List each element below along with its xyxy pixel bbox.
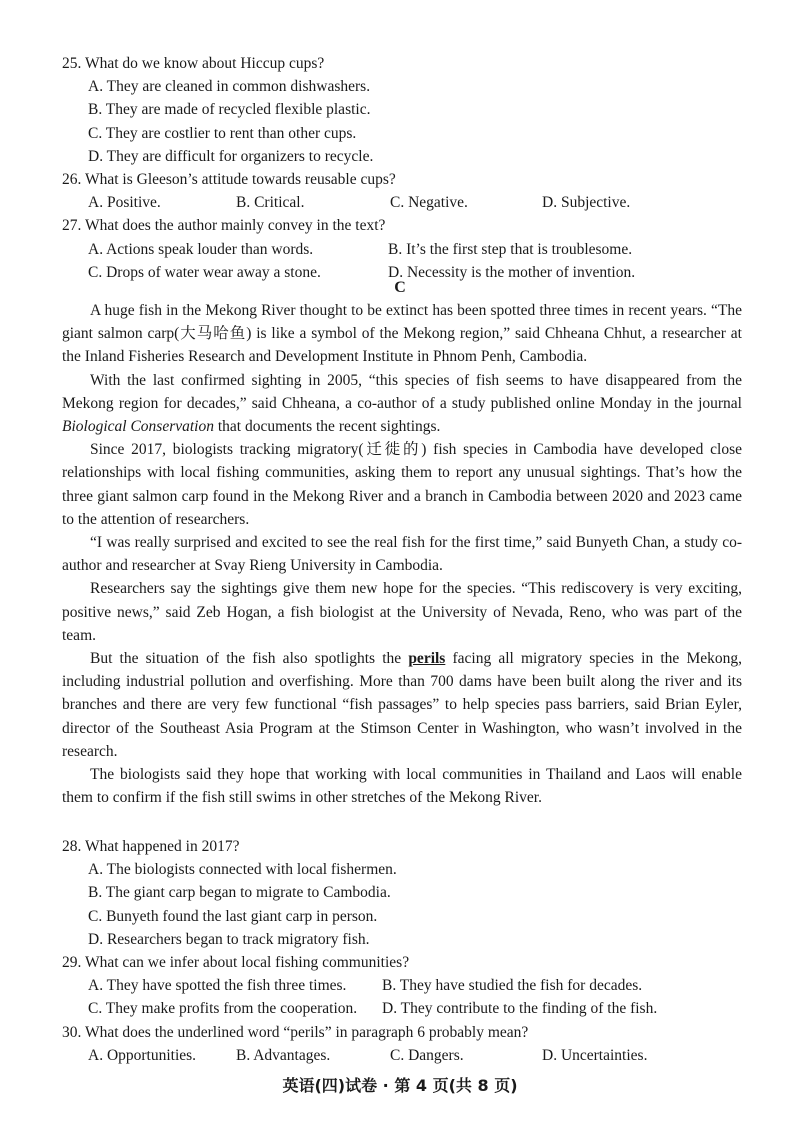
question-25-option-b: B. They are made of recycled flexible plastic. <box>88 101 371 119</box>
paragraph-6-text-a: But the situation of the fish also spotlights the <box>90 650 409 668</box>
question-30-option-b: B. Advantages. <box>236 1046 331 1064</box>
question-30-stem: 30. What does the underlined word “perils” in paragraph 6 probably mean? <box>62 1023 529 1041</box>
question-25-stem: 25. What do we know about Hiccup cups? <box>62 55 325 72</box>
question-26-options <box>88 191 752 214</box>
question-30-option-d: D. Uncertainties. <box>542 1046 648 1064</box>
paragraph-6-text-b: facing all migratory species in the Mekong, including industrial pollution and overfishing. More than 700 dams have been built along the river and its branches and there are very few functional “fish passages” to help species pass barriers, said Brian Eyler, director of the Southeast Asia Program at the Stimson Center in Washington, who wasn’t involved in the research. <box>62 650 742 760</box>
paragraph-2-text-b: that documents the recent sightings. <box>213 418 441 436</box>
question-29-stem: 29. What can we infer about local fishing communities? <box>62 954 410 972</box>
question-30-option-a: A. Opportunities. <box>88 1046 197 1064</box>
question-26-option-b: B. Critical. <box>236 194 305 212</box>
question-28-option-b: B. The giant carp began to migrate to Cambodia. <box>88 884 391 902</box>
question-26-option-a: A. Positive. <box>88 194 161 212</box>
question-28-option-d: D. Researchers began to track migratory fish. <box>88 930 370 948</box>
paragraph-5: Researchers say the sightings give them new hope for the species. “This rediscovery is very exciting, positive news,” said Zeb Hogan, a fish biologist at the University of Nevada, Reno, who was part of the team. <box>62 580 742 644</box>
question-26-option-c: C. Negative. <box>390 194 468 212</box>
questions-bottom <box>62 835 752 1067</box>
question-29-option-c: C. They make profits from the cooperation. <box>88 1000 358 1018</box>
question-25-option-c: C. They are costlier to rent than other cups. <box>88 124 357 142</box>
underlined-word-perils: perils <box>408 650 446 668</box>
question-29-options-row-2 <box>88 997 752 1020</box>
question-30-options <box>88 1044 752 1067</box>
paragraph-4: “I was really surprised and excited to see the real fish for the first time,” said Bunyeth Chan, a study co-author and researcher at Svay Rieng University in Cambodia. <box>62 534 742 575</box>
question-27-stem: 27. What does the author mainly convey in the text? <box>62 217 386 235</box>
question-28-stem: 28. What happened in 2017? <box>62 838 240 855</box>
question-28-option-a: A. The biologists connected with local fishermen. <box>88 861 397 879</box>
paragraph-1: A huge fish in the Mekong River thought to be extinct has been spotted three times in recent years. “The giant salmon carp(大马哈鱼) is like a symbol of the Mekong region,” said Chheana Chhut, a researcher at the Inland Fisheries Research and Development Institute in Phnom Penh, Cambodia. <box>62 302 742 366</box>
question-28-option-c: C. Bunyeth found the last giant carp in person. <box>88 907 378 925</box>
question-29-option-a: A. They have spotted the fish three times. <box>88 977 347 995</box>
question-25-option-d: D. They are difficult for organizers to recycle. <box>88 147 374 165</box>
paragraph-7: The biologists said they hope that working with local communities in Thailand and Laos will enable them to confirm if the fish still swims in other stretches of the Mekong River. <box>62 766 742 807</box>
passage-c <box>62 299 742 809</box>
question-30-option-c: C. Dangers. <box>390 1046 464 1064</box>
page-footer: 英语(四)试卷 · 第 4 页(共 8 页) <box>282 1076 518 1095</box>
journal-title: Biological Conservation <box>62 418 214 436</box>
question-26-stem: 26. What is Gleeson’s attitude towards reusable cups? <box>62 171 396 189</box>
question-26-option-d: D. Subjective. <box>542 194 631 212</box>
question-29-options-row-1 <box>88 974 752 997</box>
question-25-option-a: A. They are cleaned in common dishwashers. <box>88 78 371 96</box>
paragraph-2 <box>62 369 742 439</box>
question-29-option-d: D. They contribute to the finding of the fish. <box>382 1000 658 1018</box>
question-27-option-b: B. It’s the first step that is troublesome. <box>388 240 633 258</box>
questions-top <box>62 52 752 284</box>
question-27-option-a: A. Actions speak louder than words. <box>88 240 314 258</box>
section-heading: C <box>394 279 406 296</box>
question-27-option-d: D. Necessity is the mother of invention. <box>388 263 636 281</box>
question-27-option-c: C. Drops of water wear away a stone. <box>88 263 321 281</box>
paragraph-2-text-a: With the last confirmed sighting in 2005, “this species of fish seems to have disappeared from the Mekong region for decades,” said Chheana, a co-author of a study published online Monday in the journal <box>62 371 742 412</box>
question-29-option-b: B. They have studied the fish for decades. <box>382 977 643 995</box>
question-27-options-row-1 <box>88 238 752 261</box>
paragraph-6 <box>62 647 742 763</box>
paragraph-3: Since 2017, biologists tracking migratory(迁徙的) fish species in Cambodia have developed close relationships with local fishing communities, asking them to report any unusual sightings. That’s how the three giant salmon carp found in the Mekong River and a branch in Cambodia between 2020 and 2023 came to the attention of researchers. <box>62 441 742 528</box>
